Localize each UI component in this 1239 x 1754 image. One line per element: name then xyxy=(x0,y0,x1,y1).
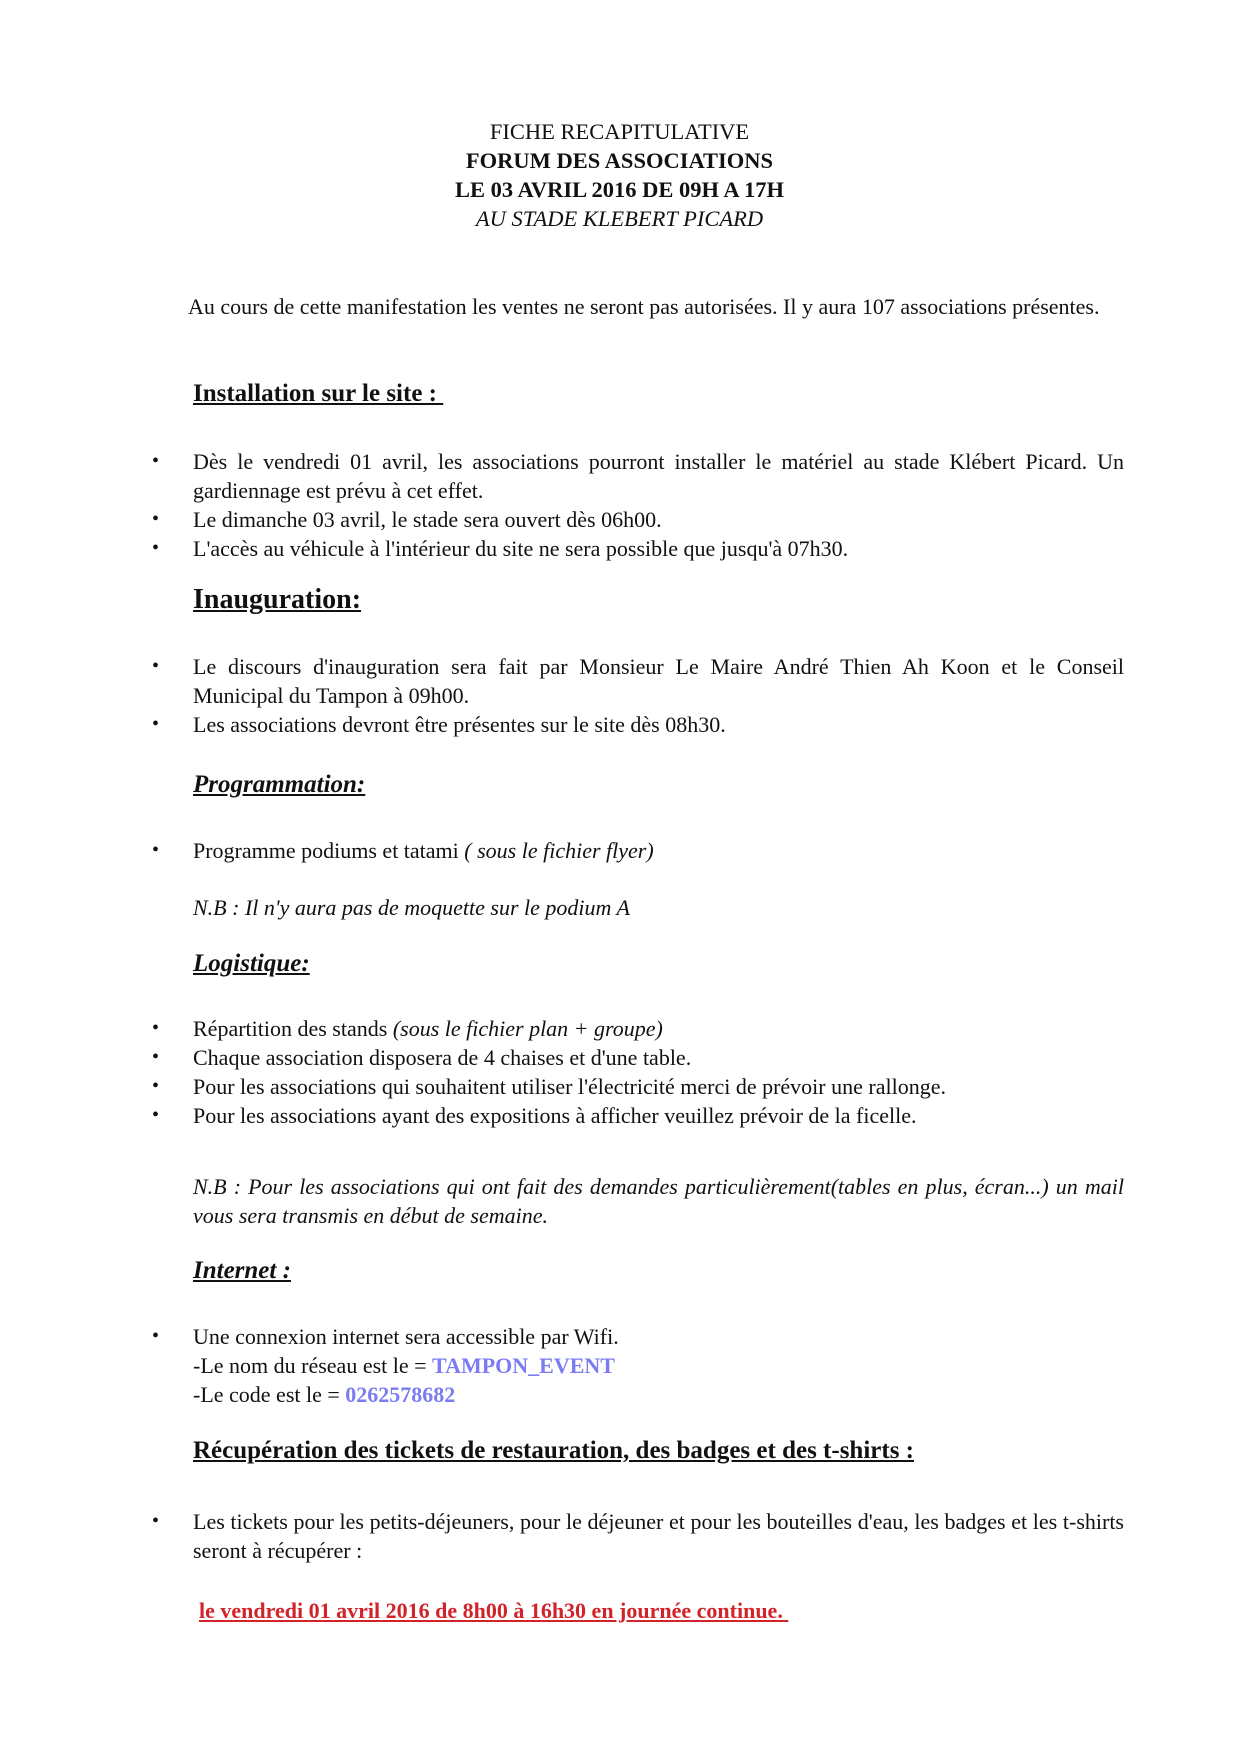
intro-paragraph: Au cours de cette manifestation les ventes ne seront pas autorisées. Il y aura 107 associations présentes. xyxy=(188,294,1100,319)
list-item: • L'accès au véhicule à l'intérieur du site ne sera possible que jusqu'à 07h30. xyxy=(152,534,1124,563)
section-heading-programmation: Programmation: xyxy=(193,771,366,798)
list-item: • Le discours d'inauguration sera fait par Monsieur Le Maire André Thien Ah Koon et le Conseil Municipal du Tampon à 09h00. xyxy=(152,652,1124,710)
logistique-list xyxy=(152,1014,1124,1130)
list-item-italic: ( sous le fichier flyer) xyxy=(464,838,654,863)
programmation-note: N.B : Il n'y aura pas de moquette sur le podium A xyxy=(193,895,630,920)
internet-network-line xyxy=(193,1351,1124,1380)
header-line-1: FICHE RECAPITULATIVE xyxy=(489,119,750,144)
internet-code-line xyxy=(193,1380,1124,1409)
network-name: TAMPON_EVENT xyxy=(432,1353,615,1378)
installation-list xyxy=(152,447,1124,563)
header-line-4: AU STADE KLEBERT PICARD xyxy=(475,206,764,231)
list-item: • Pour les associations qui souhaitent utiliser l'électricité merci de prévoir une rallonge. xyxy=(152,1072,1124,1101)
code-label: -Le code est le = xyxy=(193,1382,346,1407)
list-item: • Le dimanche 03 avril, le stade sera ouvert dès 06h00. xyxy=(152,505,1124,534)
internet-line-1: • Une connexion internet sera accessible par Wifi. xyxy=(193,1324,619,1349)
pickup-date-highlight: le vendredi 01 avril 2016 de 8h00 à 16h30 en journée continue. xyxy=(199,1598,789,1623)
list-item: • Chaque association disposera de 4 chaises et d'une table. xyxy=(152,1043,1124,1072)
header-line-2: FORUM DES ASSOCIATIONS xyxy=(465,148,774,173)
section-heading-internet: Internet : xyxy=(193,1257,291,1284)
recuperation-list xyxy=(152,1507,1124,1565)
list-item: • Dès le vendredi 01 avril, les associations pourront installer le matériel au stade Klébert Picard. Un gardiennage est prévu à cet effet. xyxy=(152,447,1124,505)
list-item-italic: (sous le fichier plan + groupe) xyxy=(392,1016,663,1041)
section-heading-inauguration: Inauguration: xyxy=(193,584,362,615)
list-item xyxy=(152,1014,1124,1043)
section-heading-installation: Installation sur le site : xyxy=(193,380,444,407)
section-heading-recuperation: Récupération des tickets de restauration, des badges et des t-shirts : xyxy=(193,1437,915,1464)
header-line-3: LE 03 AVRIL 2016 DE 09H A 17H xyxy=(454,177,785,202)
programmation-list xyxy=(152,836,1124,865)
section-heading-logistique: Logistique: xyxy=(193,950,310,977)
list-item: • Les associations devront être présentes sur le site dès 08h30. xyxy=(152,710,1124,739)
list-item xyxy=(152,836,1124,865)
list-item-text: Programme podiums et tatami xyxy=(193,838,465,863)
list-item xyxy=(152,1322,1124,1409)
list-item-text: Répartition des stands xyxy=(193,1016,393,1041)
network-label: -Le nom du réseau est le = xyxy=(193,1353,433,1378)
document-header xyxy=(0,117,1239,233)
list-item: • Pour les associations ayant des expositions à afficher veuillez prévoir de la ficelle. xyxy=(152,1101,1124,1130)
logistique-note: N.B : Pour les associations qui ont fait des demandes particulièrement(tables en plus, écran...) un mail vous sera transmis en début de semaine. xyxy=(193,1174,1124,1228)
inauguration-list xyxy=(152,652,1124,739)
wifi-code: 0262578682 xyxy=(345,1382,456,1407)
internet-list xyxy=(152,1322,1124,1409)
list-item: • Les tickets pour les petits-déjeuners, pour le déjeuner et pour les bouteilles d'eau, les badges et les t-shirts seront à récupérer : xyxy=(152,1507,1124,1565)
